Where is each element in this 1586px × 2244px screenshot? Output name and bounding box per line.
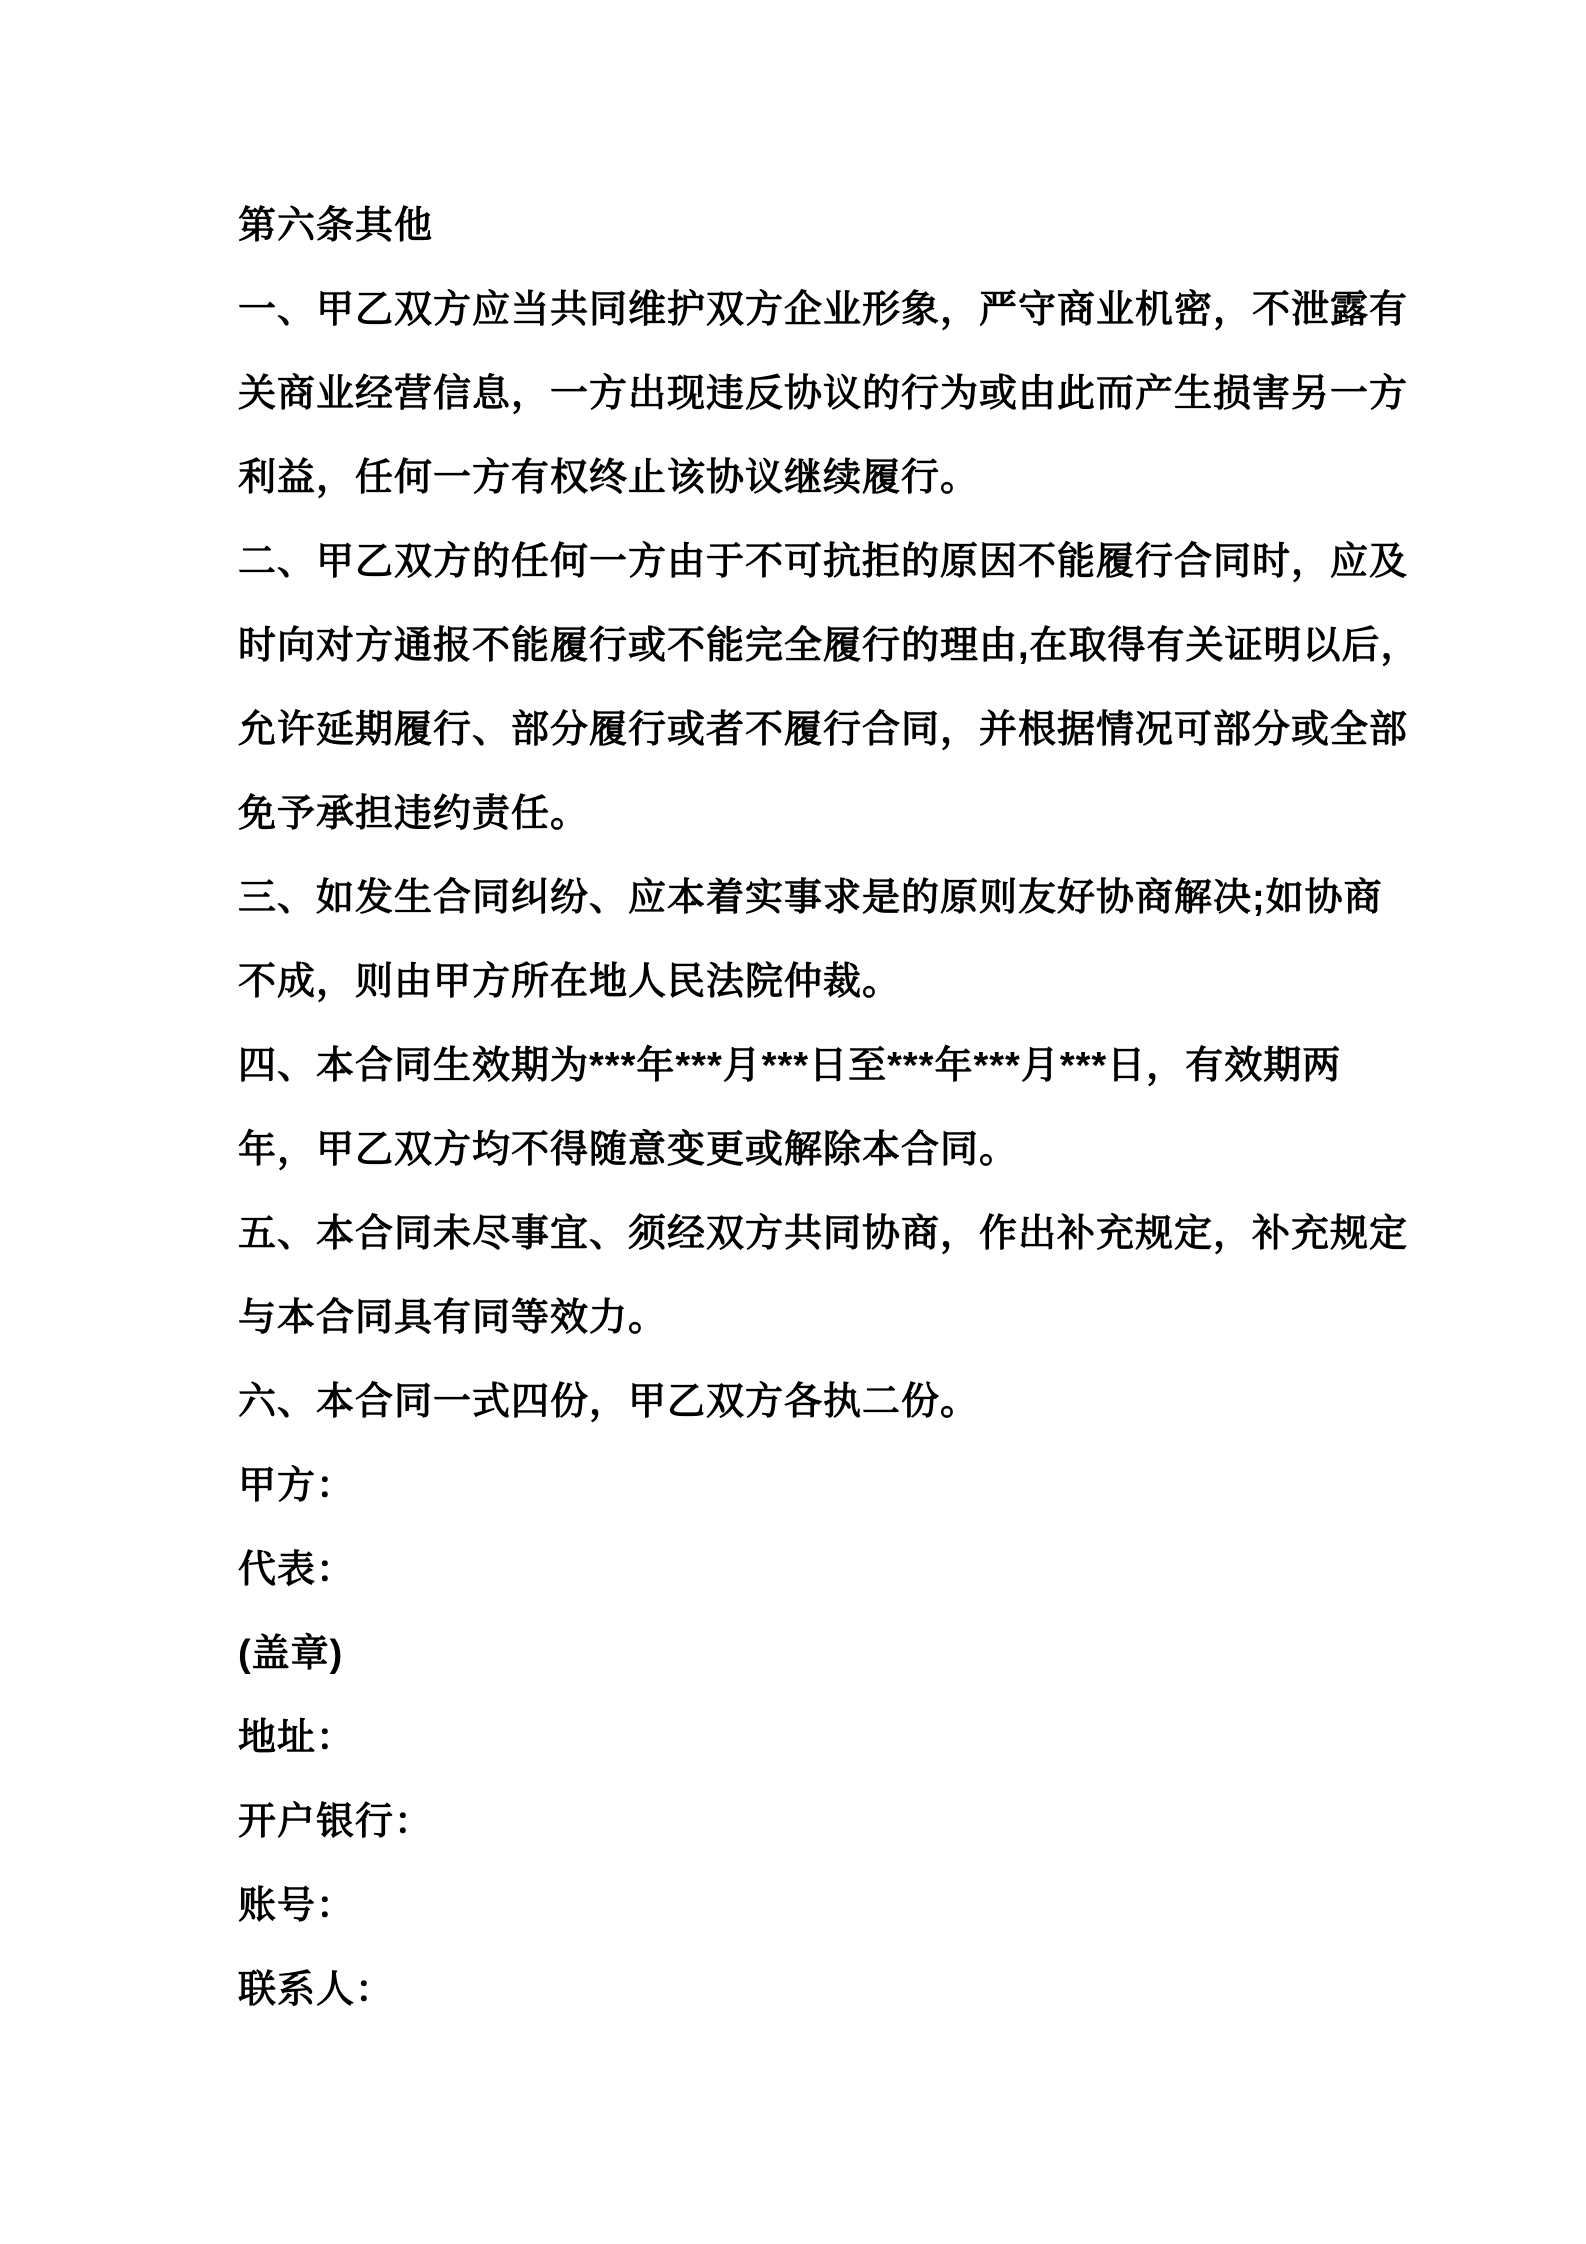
account-number-label: 账号： [238,1885,356,1927]
heading-clause-6: 第六条其他 [238,205,434,247]
bank-label: 开户银行： [238,1801,434,1843]
clause-2-line-4: 免予承担违约责任。 [238,793,590,835]
clause-3-line-1: 三、如发生合同纠纷、应本着实事求是的原则友好协商解决;如协商 [238,877,1383,919]
clause-4-line-2: 年，甲乙双方均不得随意变更或解除本合同。 [238,1129,1019,1171]
clause-6-line-1: 六、本合同一式四份，甲乙双方各执二份。 [238,1381,980,1423]
clause-1-line-2: 关商业经营信息，一方出现违反协议的行为或由此而产生损害另一方 [238,373,1409,415]
seal-label: (盖章) [238,1633,344,1675]
representative-label: 代表： [238,1549,356,1591]
address-label: 地址： [238,1717,356,1759]
clause-4-line-1: 四、本合同生效期为***年***月***日至***年***月***日，有效期两 [238,1045,1342,1087]
clause-5-line-2: 与本合同具有同等效力。 [238,1297,668,1339]
clause-2-line-1: 二、甲乙双方的任何一方由于不可抗拒的原因不能履行合同时，应及 [238,541,1409,583]
clause-3-line-2: 不成，则由甲方所在地人民法院仲裁。 [238,961,902,1003]
clause-2-line-2: 时向对方通报不能履行或不能完全履行的理由,在取得有关证明以后， [238,625,1420,667]
document-content [238,184,1448,2032]
clause-1-line-1: 一、甲乙双方应当共同维护双方企业形象，严守商业机密，不泄露有 [238,289,1409,331]
clause-5-line-1: 五、本合同未尽事宜、须经双方共同协商，作出补充规定，补充规定 [238,1213,1409,1255]
party-a-label: 甲方： [238,1465,356,1507]
contact-person-label: 联系人： [238,1969,395,2011]
clause-2-line-3: 允许延期履行、部分履行或者不履行合同，并根据情况可部分或全部 [238,709,1409,751]
clause-1-line-3: 利益，任何一方有权终止该协议继续履行。 [238,457,980,499]
